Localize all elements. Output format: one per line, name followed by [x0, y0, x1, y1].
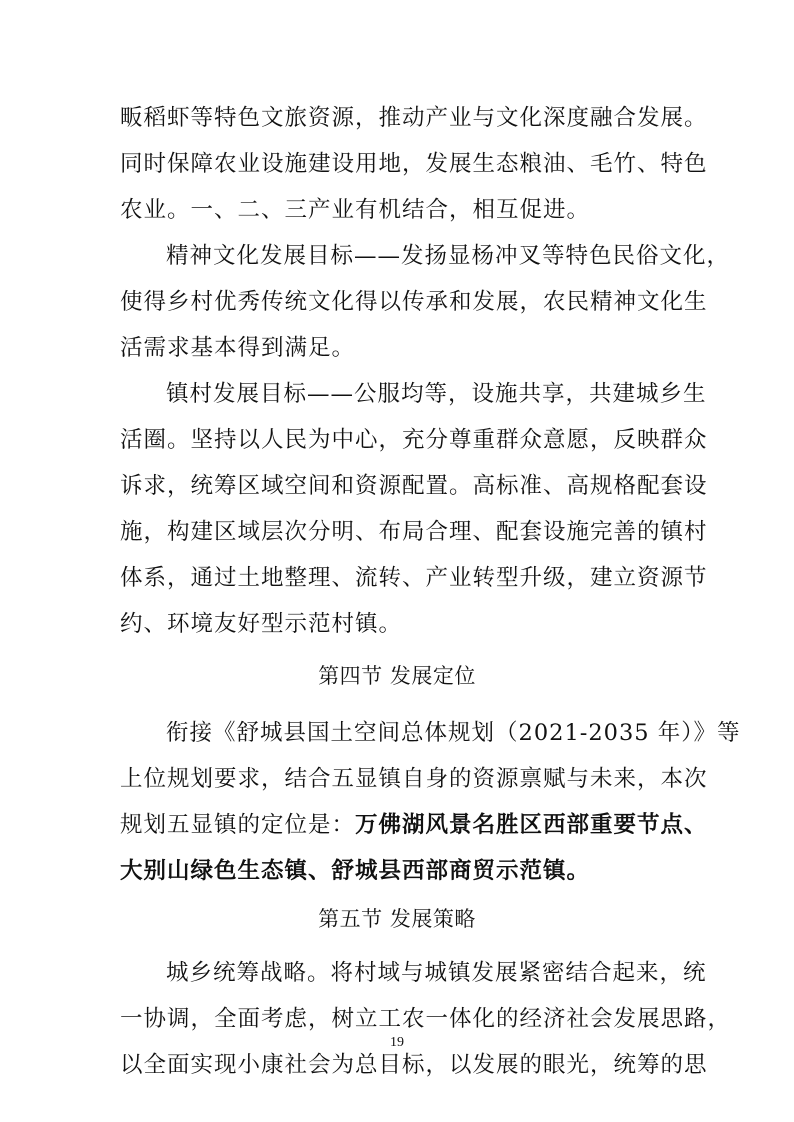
- section-heading: 第四节 发展定位: [318, 664, 476, 688]
- text-line: 一协调，全面考虑，树立工农一体化的经济社会发展思路，: [120, 1006, 732, 1032]
- bold-text: 万佛湖风景名胜区西部重要节点、: [355, 812, 708, 838]
- text-line: 精神文化发展目标——发扬显杨冲叉等特色民俗文化，: [166, 243, 731, 269]
- text-line: 约、环境友好型示范村镇。: [120, 611, 403, 637]
- bold-text-line: 大别山绿色生态镇、舒城县西部商贸示范镇。: [120, 858, 591, 884]
- text-line: 以全面实现小康社会为总目标，以发展的眼光，统筹的思: [120, 1052, 708, 1078]
- text-line: 畈稻虾等特色文旅资源，推动产业与文化深度融合发展。: [120, 105, 708, 131]
- text-line: 镇村发展目标——公服均等，设施共享，共建城乡生: [166, 381, 707, 407]
- plain-text: 规划五显镇的定位是：: [120, 812, 356, 838]
- text-line: 施，构建区域层次分明、布局合理、配套设施完善的镇村: [120, 519, 708, 545]
- text-line: 体系，通过土地整理、流转、产业转型升级，建立资源节: [120, 565, 708, 591]
- text-line: 农业。一、二、三产业有机结合，相互促进。: [120, 197, 591, 223]
- page-number: 19: [390, 1035, 404, 1050]
- section-heading: 第五节 发展策略: [318, 907, 476, 931]
- text-line-mixed: [120, 808, 708, 842]
- text-line: 城乡统筹战略。将村域与城镇发展紧密结合起来，统: [166, 960, 707, 986]
- text-line: 同时保障农业设施建设用地，发展生态粮油、毛竹、特色: [120, 151, 708, 177]
- text-line: 活需求基本得到满足。: [120, 335, 356, 361]
- text-line: 使得乡村优秀传统文化得以传承和发展，农民精神文化生: [120, 289, 708, 315]
- text-line: 衔接《舒城县国土空间总体规划（2021-2035 年）》等: [166, 720, 741, 746]
- text-line: 诉求，统筹区域空间和资源配置。高标准、高规格配套设: [120, 473, 708, 499]
- text-line: 活圈。坚持以人民为中心，充分尊重群众意愿，反映群众: [120, 427, 708, 453]
- text-line: 上位规划要求，结合五显镇自身的资源禀赋与未来，本次: [120, 766, 708, 792]
